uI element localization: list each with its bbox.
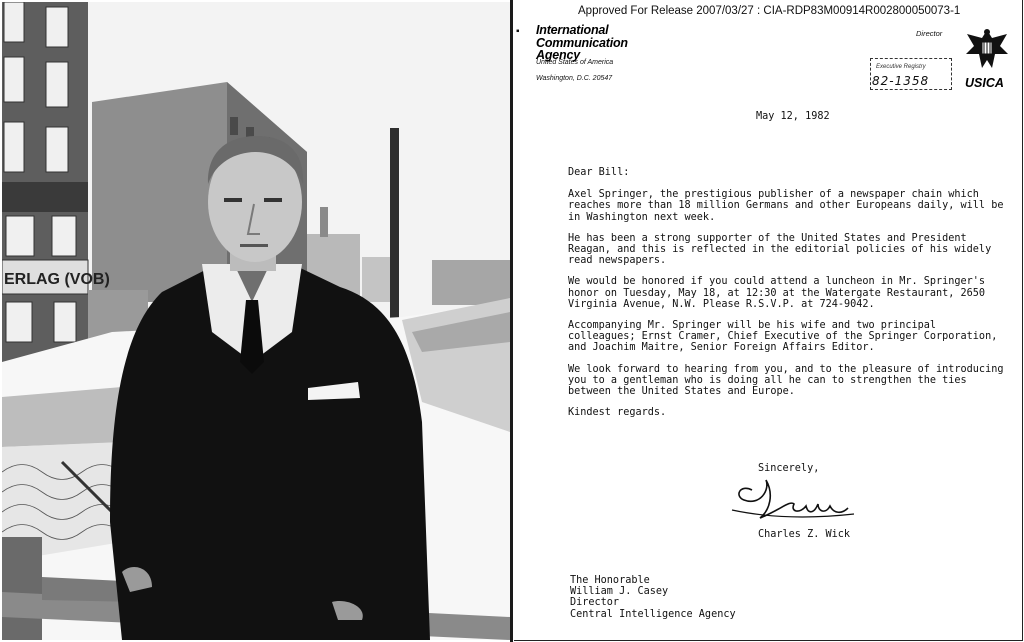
recipient-line-1: The Honorable <box>570 575 650 586</box>
agency-name-line-3: Agency <box>536 48 580 62</box>
stamp-text: Executive Registry <box>876 64 926 70</box>
letterhead-mark: ▪ <box>516 26 520 37</box>
photo-drawing <box>2 2 510 640</box>
building-sign: ERLAG (VOB) <box>4 271 110 288</box>
recipient-line-4: Central Intelligence Agency <box>570 608 736 620</box>
letterhead-subtitle: United States of America <box>536 59 614 66</box>
letter-body <box>568 167 1008 428</box>
salutation: Dear Bill: <box>568 167 630 178</box>
recipient-line-2: William J. Casey <box>570 586 669 598</box>
recipient-line-3: Director <box>570 597 620 609</box>
paragraph-3: We would be honored if you could attend a luncheon in Mr. Springer's honor on Tuesday, May 18, at 12:30 at the Watergate Restaurant, 2650 Virginia Avenue, N.W. Please R.S.V.P. at 724-9042. <box>568 276 986 310</box>
letter-date: May 12, 1982 <box>756 111 830 122</box>
paragraph-4: Accompanying Mr. Springer will be his wife and two principal colleagues; Ernst Cramer, Chief Executive of the Springer Corporation, and Joachim Maitre, Senior Foreign Affairs Editor. <box>568 320 998 354</box>
letter-document <box>514 0 1023 641</box>
paragraph-5: We look forward to hearing from you, and to the pleasure of introducing you to a gentleman who is doing all he can to strengthen the ties between the United States and Europe. <box>568 363 1004 398</box>
paragraph-6: Kindest regards. <box>568 407 667 419</box>
letterhead-agency-name <box>536 24 676 62</box>
handwritten-signature <box>730 470 860 528</box>
release-stamp-line: Approved For Release 2007/03/27 : CIA-RDP83M00914R002800050073-1 <box>578 5 961 17</box>
director-label: Director <box>916 29 943 38</box>
portrait-photo <box>2 2 510 640</box>
eagle-seal-icon <box>962 24 1012 74</box>
agency-name-line-1: International <box>536 23 609 37</box>
image-divider <box>510 0 513 642</box>
closing: Sincerely, <box>758 463 820 474</box>
stamp-handwritten-number: 82-1358 <box>872 74 930 88</box>
agency-name-line-2: Communication <box>536 35 628 50</box>
letterhead-address: Washington, D.C. 20547 <box>536 75 613 82</box>
recipient-block <box>570 575 736 620</box>
usica-label: USICA <box>965 76 1004 90</box>
paragraph-2: He has been a strong supporter of the United States and President Reagan, and this is reflected in the editorial policies of his widely read newspapers. <box>568 232 992 267</box>
paragraph-1: Axel Springer, the prestigious publisher of a newspaper chain which reaches more than 18 million Germans and other Europeans daily, will be in Washington next week. <box>568 189 1004 223</box>
signer-name: Charles Z. Wick <box>758 529 851 540</box>
